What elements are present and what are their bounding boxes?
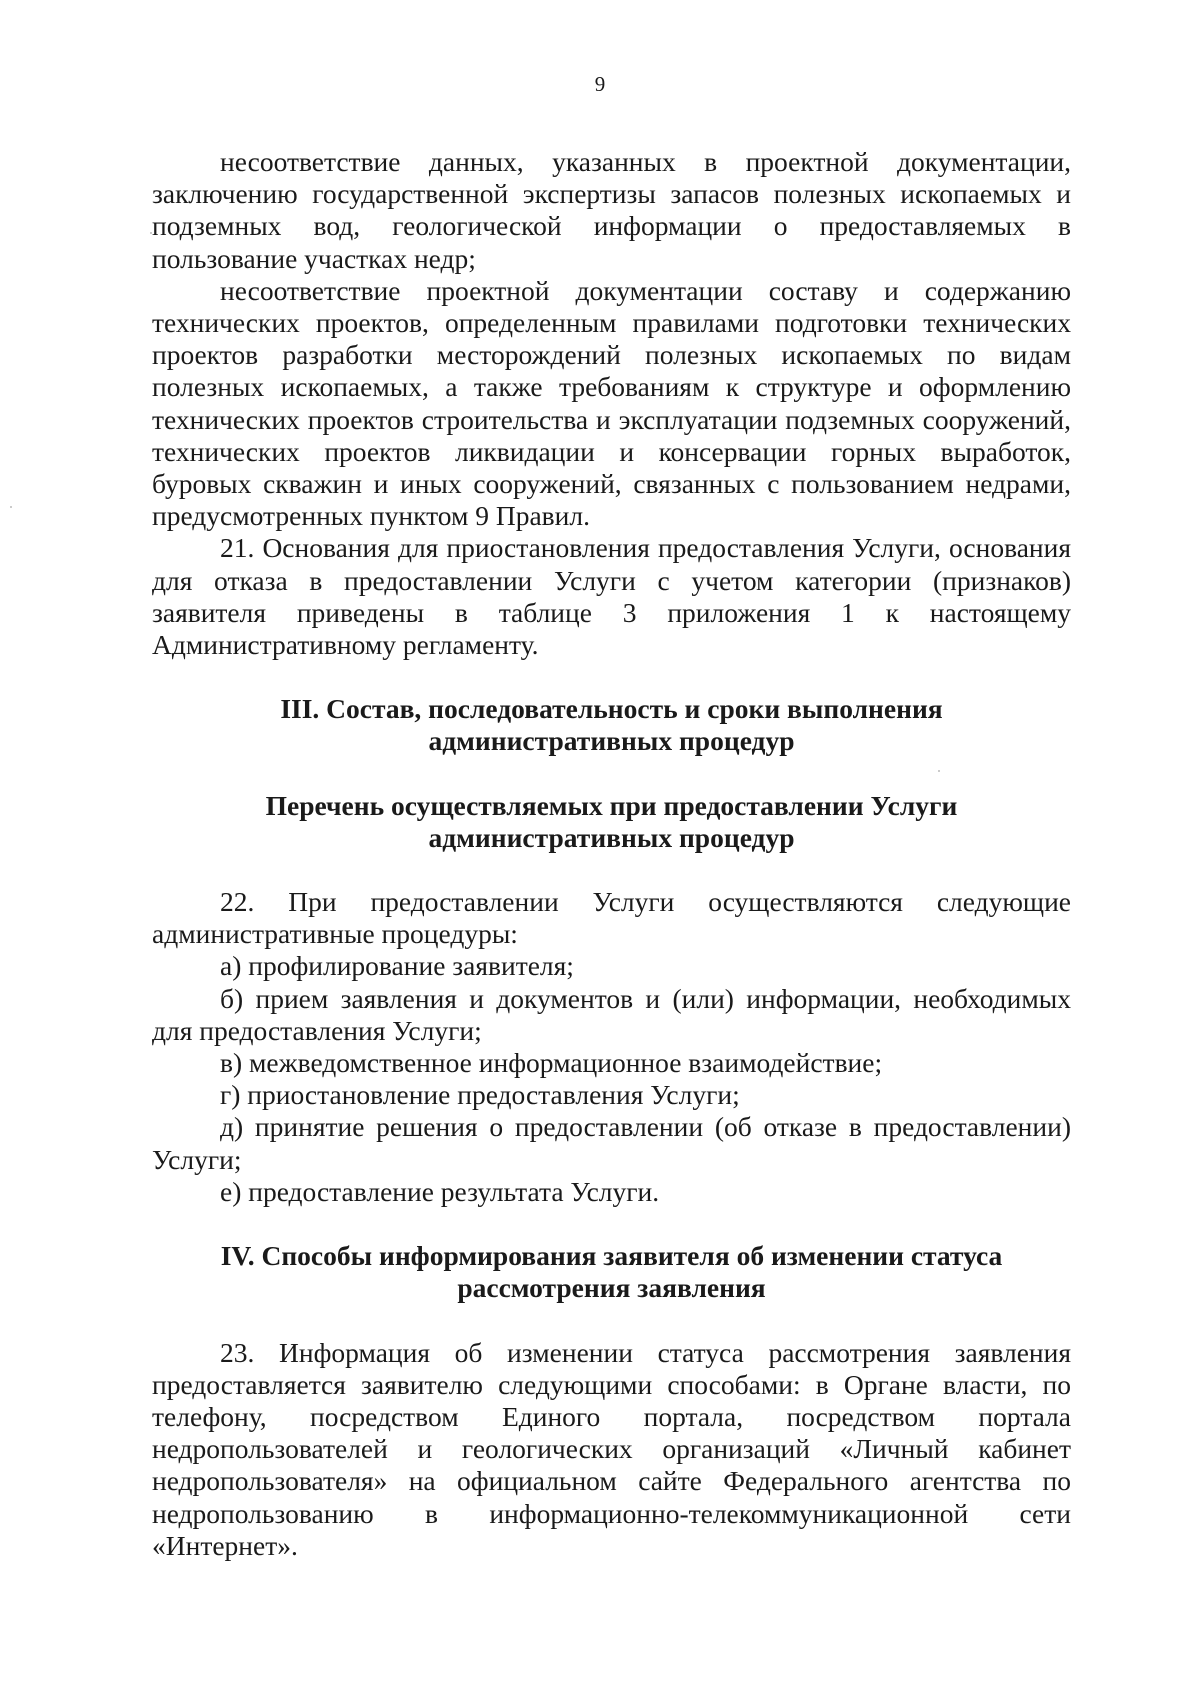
scan-speck [938,770,940,772]
list-item: д) принятие решения о предоставлении (об отказе в предоставлении) Услуги; [152,1111,1071,1175]
section-3-heading [152,693,1071,757]
list-item: г) приостановление предоставления Услуги; [220,1079,740,1111]
section-3-subheading [152,790,1071,854]
section-4-heading-line-1: IV. Способы информирования заявителя об изменении статуса [220,1240,1003,1272]
paragraph-mismatch-data: несоответствие данных, указанных в проектной документации, заключению государственной экспертизы запасов полезных ископаемых и подземных вод, геологической информации о предоставляемых в пользование участках недр; [152,146,1071,274]
section-4-heading [152,1240,1071,1304]
list-item: в) межведомственное информационное взаимодействие; [220,1047,883,1079]
paragraph-22: 22. При предоставлении Услуги осуществляются следующие административные процедуры: [152,886,1071,950]
document-body [152,146,1071,1562]
list-item: а) профилирование заявителя; [220,950,574,982]
section-4-heading-line-2: рассмотрения заявления [457,1272,766,1304]
list-item: б) прием заявления и документов и (или) информации, необходимых для предоставления Услуги; [152,982,1071,1046]
paragraph-23: 23. Информация об изменении статуса рассмотрения заявления предоставляется заявителю следующими способами: в Органе власти, по телефону, посредством Единого портала, посредством портала недропользователей и геологических организаций «Личный кабинет недропользователя» на официальном сайте Федерального агентства по недропользованию в информационно-телекоммуникационной сети «Интернет». [152,1336,1071,1561]
paragraph-mismatch-project: несоответствие проектной документации составу и содержанию технических проектов, определенным правилами подготовки технических проектов разработки месторождений полезных ископаемых по видам полезных ископаемых, а также требованиям к структуре и оформлению технических проектов строительства и эксплуатации подземных сооружений, технических проектов ликвидации и консервации горных выработок, буровых скважин и иных сооружений, связанных с пользованием недрами, предусмотренных пунктом 9 Правил. [152,274,1071,532]
scan-speck [10,506,12,508]
section-3-subheading-line-2: административных процедур [428,821,795,853]
section-3-heading-line-2: административных процедур [428,725,795,757]
list-item: е) предоставление результата Услуги. [220,1175,660,1207]
section-3-subheading-line-1: Перечень осуществляемых при предоставлении Услуги [265,789,958,821]
procedure-list [152,950,1071,1208]
paragraph-21: 21. Основания для приостановления предоставления Услуги, основания для отказа в предоставлении Услуги с учетом категории (признаков) заявителя приведены в таблице 3 приложения 1 к настоящему Административному регламенту. [152,532,1071,661]
scan-speck [150,232,152,234]
section-3-heading-line-1: III. Состав, последовательность и сроки выполнения [280,693,943,725]
page-number: 9 [594,72,606,96]
